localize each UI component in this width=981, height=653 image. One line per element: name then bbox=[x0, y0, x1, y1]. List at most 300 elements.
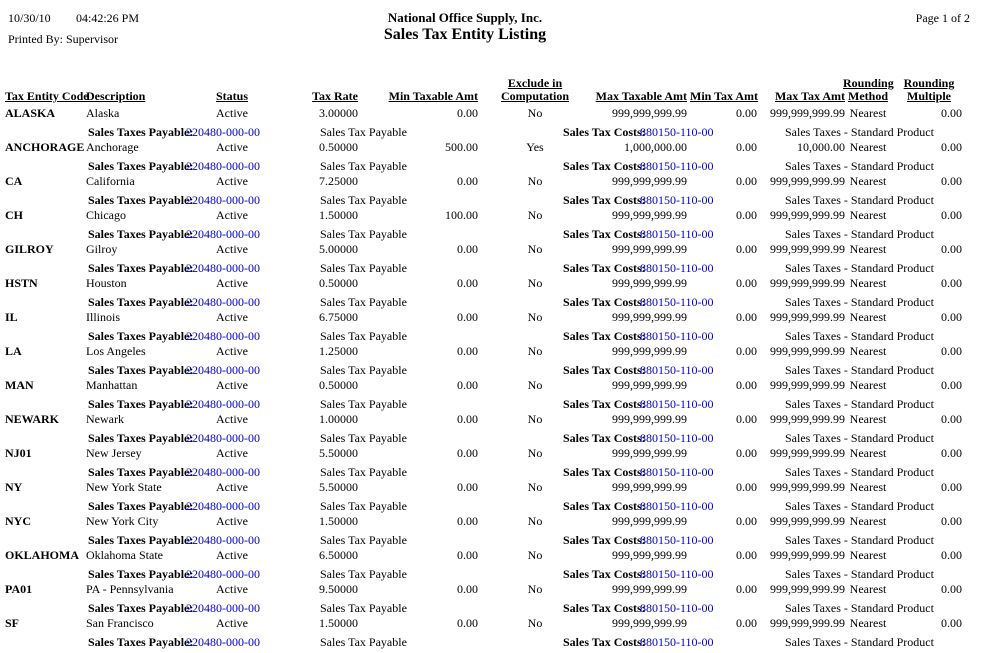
entity-description: Newark bbox=[86, 412, 124, 426]
entity-exclude-in-computation: No bbox=[527, 310, 543, 324]
entity-tax-rate: 3.00000 bbox=[319, 106, 358, 120]
sales-taxes-payable-description: Sales Tax Payable bbox=[320, 465, 407, 479]
header-label: Tax Entity Code bbox=[5, 89, 89, 103]
entity-min-tax-amt: 0.00 bbox=[736, 548, 757, 562]
company-name: National Office Supply, Inc. bbox=[387, 10, 543, 25]
entity-code: NY bbox=[5, 480, 23, 494]
entity-max-taxable-amt: 999,999,999.99 bbox=[612, 548, 687, 562]
sales-tax-costs-label: Sales Tax Costs: bbox=[563, 261, 646, 275]
entity-exclude-in-computation: No bbox=[527, 106, 543, 120]
sales-taxes-payable-label: Sales Taxes Payable: bbox=[88, 397, 194, 411]
entity-status: Active bbox=[216, 616, 248, 630]
sales-taxes-payable-label: Sales Taxes Payable: bbox=[88, 465, 194, 479]
entity-description: Oklahoma State bbox=[86, 548, 163, 562]
entity-rounding-method: Nearest bbox=[849, 480, 887, 494]
entity-max-taxable-amt: 1,000,000.00 bbox=[624, 140, 687, 154]
entity-exclude-in-computation: No bbox=[527, 276, 543, 290]
sales-tax-costs-description: Sales Taxes - Standard Product bbox=[785, 363, 934, 377]
sales-tax-costs-account-link[interactable]: 880150-110-00 bbox=[640, 533, 714, 547]
entity-tax-rate: 1.50000 bbox=[319, 514, 358, 528]
entity-min-taxable-amt: 0.00 bbox=[457, 242, 478, 256]
entity-description: California bbox=[86, 174, 135, 188]
entity-tax-rate: 6.75000 bbox=[319, 310, 358, 324]
entity-code: CH bbox=[5, 208, 23, 222]
sales-tax-costs-account-link[interactable]: 880150-110-00 bbox=[640, 499, 714, 513]
sales-tax-costs-account-link[interactable]: 880150-110-00 bbox=[640, 601, 714, 615]
entity-rounding-multiple: 0.00 bbox=[941, 106, 962, 120]
entity-row bbox=[0, 243, 981, 277]
entity-min-taxable-amt: 0.00 bbox=[457, 412, 478, 426]
entity-status: Active bbox=[216, 106, 248, 120]
entity-description: New York State bbox=[86, 480, 162, 494]
entity-row bbox=[0, 107, 981, 141]
entity-code: MAN bbox=[5, 378, 34, 392]
sales-tax-costs-account-link[interactable]: 880150-110-00 bbox=[640, 159, 714, 173]
sales-tax-costs-description: Sales Taxes - Standard Product bbox=[785, 125, 934, 139]
sales-tax-costs-account-link[interactable]: 880150-110-00 bbox=[640, 465, 714, 479]
entity-rounding-multiple: 0.00 bbox=[941, 548, 962, 562]
entity-max-taxable-amt: 999,999,999.99 bbox=[612, 446, 687, 460]
entity-tax-rate: 0.50000 bbox=[319, 276, 358, 290]
sales-tax-costs-account-link[interactable]: 880150-110-00 bbox=[640, 125, 714, 139]
entity-exclude-in-computation: Yes bbox=[526, 140, 544, 154]
entity-status: Active bbox=[216, 276, 248, 290]
entity-min-tax-amt: 0.00 bbox=[736, 310, 757, 324]
entity-rounding-method: Nearest bbox=[849, 106, 887, 120]
sales-taxes-payable-description: Sales Tax Payable bbox=[320, 193, 407, 207]
entity-max-tax-amt: 999,999,999.99 bbox=[770, 480, 845, 494]
entity-tax-rate: 1.00000 bbox=[319, 412, 358, 426]
entity-max-taxable-amt: 999,999,999.99 bbox=[612, 208, 687, 222]
sales-tax-costs-description: Sales Taxes - Standard Product bbox=[785, 329, 934, 343]
report-table-body bbox=[0, 107, 981, 651]
header-label: Tax Rate bbox=[312, 89, 358, 103]
entity-rounding-method: Nearest bbox=[849, 276, 887, 290]
entity-max-tax-amt: 999,999,999.99 bbox=[770, 548, 845, 562]
entity-status: Active bbox=[216, 480, 248, 494]
entity-min-taxable-amt: 0.00 bbox=[457, 378, 478, 392]
sales-tax-costs-account-link[interactable]: 880150-110-00 bbox=[640, 295, 714, 309]
entity-rounding-method: Nearest bbox=[849, 242, 887, 256]
header-label: Method bbox=[848, 89, 888, 103]
entity-code: HSTN bbox=[5, 276, 38, 290]
entity-description: Los Angeles bbox=[86, 344, 146, 358]
entity-description: Houston bbox=[86, 276, 127, 290]
entity-status: Active bbox=[216, 140, 248, 154]
entity-tax-rate: 0.50000 bbox=[319, 140, 358, 154]
entity-rounding-multiple: 0.00 bbox=[941, 208, 962, 222]
entity-row bbox=[0, 583, 981, 617]
entity-max-tax-amt: 999,999,999.99 bbox=[770, 242, 845, 256]
sales-taxes-payable-account-link[interactable]: 220480-000-00 bbox=[186, 363, 260, 377]
entity-min-tax-amt: 0.00 bbox=[736, 276, 757, 290]
header-max-taxable-amt bbox=[590, 90, 687, 103]
entity-min-tax-amt: 0.00 bbox=[736, 208, 757, 222]
sales-taxes-payable-label: Sales Taxes Payable: bbox=[88, 159, 194, 173]
sales-taxes-payable-account-link[interactable]: 220480-000-00 bbox=[186, 227, 260, 241]
entity-code: NJ01 bbox=[5, 446, 32, 460]
entity-min-tax-amt: 0.00 bbox=[736, 242, 757, 256]
sales-taxes-payable-account-link[interactable]: 220480-000-00 bbox=[186, 125, 260, 139]
sales-taxes-payable-description: Sales Tax Payable bbox=[320, 431, 407, 445]
entity-tax-rate: 1.25000 bbox=[319, 344, 358, 358]
sales-taxes-payable-account-link[interactable]: 220480-000-00 bbox=[186, 261, 260, 275]
entity-row bbox=[0, 447, 981, 481]
entity-status: Active bbox=[216, 344, 248, 358]
sales-taxes-payable-description: Sales Tax Payable bbox=[320, 125, 407, 139]
entity-status: Active bbox=[216, 174, 248, 188]
entity-code: ANCHORAGE bbox=[5, 140, 85, 154]
entity-max-tax-amt: 999,999,999.99 bbox=[770, 174, 845, 188]
sales-tax-costs-account-link[interactable]: 880150-110-00 bbox=[640, 227, 714, 241]
entity-min-taxable-amt: 0.00 bbox=[457, 582, 478, 596]
sales-tax-costs-label: Sales Tax Costs: bbox=[563, 193, 646, 207]
entity-exclude-in-computation: No bbox=[527, 412, 543, 426]
sales-taxes-payable-label: Sales Taxes Payable: bbox=[88, 193, 194, 207]
entity-exclude-in-computation: No bbox=[527, 242, 543, 256]
report-date: 10/30/10 bbox=[8, 11, 51, 25]
entity-description: Gilroy bbox=[86, 242, 118, 256]
entity-exclude-in-computation: No bbox=[527, 208, 543, 222]
entity-rounding-method: Nearest bbox=[849, 548, 887, 562]
entity-max-tax-amt: 999,999,999.99 bbox=[770, 378, 845, 392]
entity-max-taxable-amt: 999,999,999.99 bbox=[612, 106, 687, 120]
sales-taxes-payable-account-link[interactable]: 220480-000-00 bbox=[186, 635, 260, 649]
sales-tax-costs-label: Sales Tax Costs: bbox=[563, 295, 646, 309]
sales-taxes-payable-label: Sales Taxes Payable: bbox=[88, 533, 194, 547]
entity-rounding-method: Nearest bbox=[849, 514, 887, 528]
sales-tax-costs-account-link[interactable]: 880150-110-00 bbox=[640, 397, 714, 411]
header-min-tax-amt bbox=[690, 90, 757, 103]
entity-status: Active bbox=[216, 208, 248, 222]
sales-tax-costs-description: Sales Taxes - Standard Product bbox=[785, 499, 934, 513]
entity-rounding-method: Nearest bbox=[849, 582, 887, 596]
header-label: Description bbox=[86, 89, 146, 103]
entity-max-taxable-amt: 999,999,999.99 bbox=[612, 276, 687, 290]
sales-taxes-payable-label: Sales Taxes Payable: bbox=[88, 635, 194, 649]
header-label: Max Tax Amt bbox=[774, 89, 845, 103]
entity-description: Manhattan bbox=[86, 378, 138, 392]
header-label: Exclude in bbox=[507, 76, 563, 90]
sales-tax-costs-description: Sales Taxes - Standard Product bbox=[785, 567, 934, 581]
entity-max-tax-amt: 999,999,999.99 bbox=[770, 412, 845, 426]
sales-taxes-payable-label: Sales Taxes Payable: bbox=[88, 601, 194, 615]
entity-min-taxable-amt: 0.00 bbox=[457, 106, 478, 120]
entity-status: Active bbox=[216, 514, 248, 528]
sales-taxes-payable-label: Sales Taxes Payable: bbox=[88, 363, 194, 377]
entity-status: Active bbox=[216, 548, 248, 562]
entity-max-taxable-amt: 999,999,999.99 bbox=[612, 480, 687, 494]
sales-tax-costs-account-link[interactable]: 880150-110-00 bbox=[640, 431, 714, 445]
entity-min-tax-amt: 0.00 bbox=[736, 140, 757, 154]
entity-rounding-method: Nearest bbox=[849, 378, 887, 392]
entity-min-taxable-amt: 0.00 bbox=[457, 548, 478, 562]
entity-code: GILROY bbox=[5, 242, 54, 256]
sales-taxes-payable-account-link[interactable]: 220480-000-00 bbox=[186, 397, 260, 411]
sales-tax-costs-description: Sales Taxes - Standard Product bbox=[785, 159, 934, 173]
entity-row bbox=[0, 617, 981, 651]
sales-tax-costs-account-link[interactable]: 880150-110-00 bbox=[640, 193, 714, 207]
entity-row bbox=[0, 379, 981, 413]
entity-min-taxable-amt: 500.00 bbox=[445, 140, 478, 154]
entity-exclude-in-computation: No bbox=[527, 378, 543, 392]
sales-tax-costs-label: Sales Tax Costs: bbox=[563, 635, 646, 649]
entity-min-tax-amt: 0.00 bbox=[736, 378, 757, 392]
sales-tax-costs-account-link[interactable]: 880150-110-00 bbox=[640, 261, 714, 275]
entity-exclude-in-computation: No bbox=[527, 514, 543, 528]
entity-exclude-in-computation: No bbox=[527, 582, 543, 596]
sales-taxes-payable-account-link[interactable]: 220480-000-00 bbox=[186, 329, 260, 343]
entity-description: Chicago bbox=[86, 208, 126, 222]
header-rounding-multiple bbox=[896, 77, 962, 103]
entity-row bbox=[0, 175, 981, 209]
entity-max-tax-amt: 999,999,999.99 bbox=[770, 582, 845, 596]
sales-taxes-payable-label: Sales Taxes Payable: bbox=[88, 329, 194, 343]
entity-rounding-multiple: 0.00 bbox=[941, 174, 962, 188]
entity-rounding-multiple: 0.00 bbox=[941, 446, 962, 460]
entity-rounding-multiple: 0.00 bbox=[941, 412, 962, 426]
entity-description: PA - Pennsylvania bbox=[86, 582, 174, 596]
entity-status: Active bbox=[216, 412, 248, 426]
sales-tax-costs-description: Sales Taxes - Standard Product bbox=[785, 295, 934, 309]
sales-tax-costs-label: Sales Tax Costs: bbox=[563, 329, 646, 343]
report-time: 04:42:26 PM bbox=[76, 11, 140, 25]
sales-tax-costs-account-link[interactable]: 880150-110-00 bbox=[640, 567, 714, 581]
header-label: Min Taxable Amt bbox=[388, 89, 478, 103]
sales-tax-costs-label: Sales Tax Costs: bbox=[563, 533, 646, 547]
entity-status: Active bbox=[216, 582, 248, 596]
sales-taxes-payable-description: Sales Tax Payable bbox=[320, 329, 407, 343]
header-min-taxable-amt bbox=[366, 90, 478, 103]
entity-exclude-in-computation: No bbox=[527, 174, 543, 188]
sales-taxes-payable-label: Sales Taxes Payable: bbox=[88, 125, 194, 139]
table-header-row bbox=[0, 74, 981, 103]
sales-taxes-payable-account-link[interactable]: 220480-000-00 bbox=[186, 499, 260, 513]
header-label: Rounding bbox=[903, 76, 955, 90]
sales-taxes-payable-description: Sales Tax Payable bbox=[320, 261, 407, 275]
sales-tax-costs-description: Sales Taxes - Standard Product bbox=[785, 635, 934, 649]
entity-tax-rate: 7.25000 bbox=[319, 174, 358, 188]
sales-tax-costs-label: Sales Tax Costs: bbox=[563, 363, 646, 377]
entity-min-tax-amt: 0.00 bbox=[736, 412, 757, 426]
entity-max-tax-amt: 999,999,999.99 bbox=[770, 276, 845, 290]
entity-code: IL bbox=[5, 310, 18, 324]
entity-min-tax-amt: 0.00 bbox=[736, 106, 757, 120]
header-label: Max Taxable Amt bbox=[595, 89, 687, 103]
page-number: Page 1 of 2 bbox=[915, 11, 970, 25]
sales-tax-costs-description: Sales Taxes - Standard Product bbox=[785, 227, 934, 241]
sales-tax-costs-description: Sales Taxes - Standard Product bbox=[785, 261, 934, 275]
sales-taxes-payable-account-link[interactable]: 220480-000-00 bbox=[186, 159, 260, 173]
entity-max-taxable-amt: 999,999,999.99 bbox=[612, 378, 687, 392]
entity-exclude-in-computation: No bbox=[527, 446, 543, 460]
entity-max-taxable-amt: 999,999,999.99 bbox=[612, 310, 687, 324]
entity-code: SF bbox=[5, 616, 20, 630]
entity-exclude-in-computation: No bbox=[527, 548, 543, 562]
entity-status: Active bbox=[216, 242, 248, 256]
sales-taxes-payable-description: Sales Tax Payable bbox=[320, 533, 407, 547]
entity-rounding-method: Nearest bbox=[849, 208, 887, 222]
entity-row bbox=[0, 209, 981, 243]
sales-taxes-payable-description: Sales Tax Payable bbox=[320, 363, 407, 377]
entity-row bbox=[0, 481, 981, 515]
sales-taxes-payable-label: Sales Taxes Payable: bbox=[88, 261, 194, 275]
header-rounding-method bbox=[843, 77, 893, 103]
entity-max-taxable-amt: 999,999,999.99 bbox=[612, 242, 687, 256]
entity-max-tax-amt: 999,999,999.99 bbox=[770, 344, 845, 358]
entity-min-taxable-amt: 0.00 bbox=[457, 514, 478, 528]
entity-max-taxable-amt: 999,999,999.99 bbox=[612, 616, 687, 630]
entity-min-taxable-amt: 0.00 bbox=[457, 344, 478, 358]
sales-tax-costs-description: Sales Taxes - Standard Product bbox=[785, 397, 934, 411]
entity-tax-rate: 6.50000 bbox=[319, 548, 358, 562]
sales-taxes-payable-description: Sales Tax Payable bbox=[320, 159, 407, 173]
entity-rounding-multiple: 0.00 bbox=[941, 480, 962, 494]
entity-status: Active bbox=[216, 310, 248, 324]
sales-tax-costs-label: Sales Tax Costs: bbox=[563, 601, 646, 615]
printed-by: Printed By: Supervisor bbox=[8, 32, 118, 46]
sales-taxes-payable-description: Sales Tax Payable bbox=[320, 295, 407, 309]
entity-max-taxable-amt: 999,999,999.99 bbox=[612, 514, 687, 528]
sales-tax-costs-account-link[interactable]: 880150-110-00 bbox=[640, 635, 714, 649]
entity-max-tax-amt: 999,999,999.99 bbox=[770, 310, 845, 324]
entity-row bbox=[0, 515, 981, 549]
entity-code: NEWARK bbox=[5, 412, 60, 426]
entity-tax-rate: 9.50000 bbox=[319, 582, 358, 596]
entity-rounding-multiple: 0.00 bbox=[941, 242, 962, 256]
sales-tax-costs-label: Sales Tax Costs: bbox=[563, 125, 646, 139]
sales-taxes-payable-label: Sales Taxes Payable: bbox=[88, 499, 194, 513]
header-exclude-in-computation bbox=[480, 77, 590, 103]
entity-min-tax-amt: 0.00 bbox=[736, 174, 757, 188]
sales-tax-costs-label: Sales Tax Costs: bbox=[563, 465, 646, 479]
entity-max-tax-amt: 999,999,999.99 bbox=[770, 106, 845, 120]
entity-rounding-method: Nearest bbox=[849, 310, 887, 324]
entity-rounding-multiple: 0.00 bbox=[941, 378, 962, 392]
sales-tax-costs-label: Sales Tax Costs: bbox=[563, 431, 646, 445]
entity-description: Illinois bbox=[86, 310, 121, 324]
entity-rounding-multiple: 0.00 bbox=[941, 344, 962, 358]
entity-max-tax-amt: 999,999,999.99 bbox=[770, 208, 845, 222]
entity-rounding-method: Nearest bbox=[849, 174, 887, 188]
header-tax-rate bbox=[256, 90, 358, 103]
entity-min-taxable-amt: 0.00 bbox=[457, 446, 478, 460]
entity-min-taxable-amt: 0.00 bbox=[457, 174, 478, 188]
entity-tax-rate: 5.00000 bbox=[319, 242, 358, 256]
entity-min-tax-amt: 0.00 bbox=[736, 616, 757, 630]
entity-tax-rate: 1.50000 bbox=[319, 616, 358, 630]
entity-min-tax-amt: 0.00 bbox=[736, 446, 757, 460]
sales-tax-costs-description: Sales Taxes - Standard Product bbox=[785, 431, 934, 445]
entity-rounding-multiple: 0.00 bbox=[941, 582, 962, 596]
sales-taxes-payable-account-link[interactable]: 220480-000-00 bbox=[186, 193, 260, 207]
entity-rounding-multiple: 0.00 bbox=[941, 276, 962, 290]
sales-taxes-payable-description: Sales Tax Payable bbox=[320, 635, 407, 649]
entity-min-tax-amt: 0.00 bbox=[736, 514, 757, 528]
header-label: Status bbox=[215, 89, 248, 103]
entity-tax-rate: 5.50000 bbox=[319, 446, 358, 460]
entity-max-taxable-amt: 999,999,999.99 bbox=[612, 582, 687, 596]
sales-taxes-payable-description: Sales Tax Payable bbox=[320, 227, 407, 241]
sales-tax-costs-description: Sales Taxes - Standard Product bbox=[785, 193, 934, 207]
entity-code: OKLAHOMA bbox=[5, 548, 79, 562]
sales-tax-costs-account-link[interactable]: 880150-110-00 bbox=[640, 363, 714, 377]
entity-max-taxable-amt: 999,999,999.99 bbox=[612, 344, 687, 358]
entity-rounding-method: Nearest bbox=[849, 140, 887, 154]
entity-row bbox=[0, 413, 981, 447]
sales-taxes-payable-account-link[interactable]: 220480-000-00 bbox=[186, 295, 260, 309]
header-max-tax-amt bbox=[760, 90, 845, 103]
entity-description: New York City bbox=[86, 514, 159, 528]
header-label: Multiple bbox=[907, 89, 951, 103]
entity-rounding-method: Nearest bbox=[849, 412, 887, 426]
entity-max-taxable-amt: 999,999,999.99 bbox=[612, 174, 687, 188]
entity-rounding-method: Nearest bbox=[849, 446, 887, 460]
sales-taxes-payable-label: Sales Taxes Payable: bbox=[88, 227, 194, 241]
sales-tax-costs-description: Sales Taxes - Standard Product bbox=[785, 601, 934, 615]
sales-tax-costs-label: Sales Tax Costs: bbox=[563, 159, 646, 173]
entity-description: San Francisco bbox=[86, 616, 154, 630]
sales-taxes-payable-account-link[interactable]: 220480-000-00 bbox=[186, 567, 260, 581]
entity-code: CA bbox=[5, 174, 23, 188]
entity-row bbox=[0, 277, 981, 311]
sales-taxes-payable-description: Sales Tax Payable bbox=[320, 397, 407, 411]
sales-taxes-payable-account-link[interactable]: 220480-000-00 bbox=[186, 533, 260, 547]
entity-max-tax-amt: 999,999,999.99 bbox=[770, 446, 845, 460]
sales-taxes-payable-account-link[interactable]: 220480-000-00 bbox=[186, 465, 260, 479]
entity-code: PA01 bbox=[5, 582, 33, 596]
sales-taxes-payable-description: Sales Tax Payable bbox=[320, 567, 407, 581]
entity-row bbox=[0, 141, 981, 175]
entity-rounding-multiple: 0.00 bbox=[941, 514, 962, 528]
entity-max-taxable-amt: 999,999,999.99 bbox=[612, 412, 687, 426]
header-tax-entity-code bbox=[5, 89, 89, 103]
sales-tax-costs-description: Sales Taxes - Standard Product bbox=[785, 533, 934, 547]
sales-tax-costs-label: Sales Tax Costs: bbox=[563, 499, 646, 513]
sales-taxes-payable-label: Sales Taxes Payable: bbox=[88, 567, 194, 581]
entity-status: Active bbox=[216, 446, 248, 460]
entity-rounding-method: Nearest bbox=[849, 616, 887, 630]
sales-taxes-payable-account-link[interactable]: 220480-000-00 bbox=[186, 601, 260, 615]
report-title: Sales Tax Entity Listing bbox=[383, 26, 547, 43]
entity-rounding-multiple: 0.00 bbox=[941, 140, 962, 154]
header-label: Rounding bbox=[843, 76, 894, 90]
entity-tax-rate: 0.50000 bbox=[319, 378, 358, 392]
sales-taxes-payable-account-link[interactable]: 220480-000-00 bbox=[186, 431, 260, 445]
entity-row bbox=[0, 311, 981, 345]
sales-tax-costs-label: Sales Tax Costs: bbox=[563, 397, 646, 411]
entity-max-tax-amt: 999,999,999.99 bbox=[770, 514, 845, 528]
entity-description: Anchorage bbox=[86, 140, 139, 154]
entity-exclude-in-computation: No bbox=[527, 480, 543, 494]
sales-tax-costs-account-link[interactable]: 880150-110-00 bbox=[640, 329, 714, 343]
sales-taxes-payable-description: Sales Tax Payable bbox=[320, 601, 407, 615]
entity-min-taxable-amt: 100.00 bbox=[445, 208, 478, 222]
entity-code: ALASKA bbox=[5, 106, 56, 120]
entity-max-tax-amt: 999,999,999.99 bbox=[770, 616, 845, 630]
entity-rounding-method: Nearest bbox=[849, 344, 887, 358]
sales-tax-costs-label: Sales Tax Costs: bbox=[563, 567, 646, 581]
sales-taxes-payable-label: Sales Taxes Payable: bbox=[88, 295, 194, 309]
entity-min-taxable-amt: 0.00 bbox=[457, 310, 478, 324]
entity-exclude-in-computation: No bbox=[527, 616, 543, 630]
sales-tax-costs-description: Sales Taxes - Standard Product bbox=[785, 465, 934, 479]
entity-min-tax-amt: 0.00 bbox=[736, 582, 757, 596]
entity-rounding-multiple: 0.00 bbox=[941, 616, 962, 630]
entity-description: Alaska bbox=[86, 106, 120, 120]
entity-tax-rate: 5.50000 bbox=[319, 480, 358, 494]
header-label: Computation bbox=[500, 89, 569, 103]
